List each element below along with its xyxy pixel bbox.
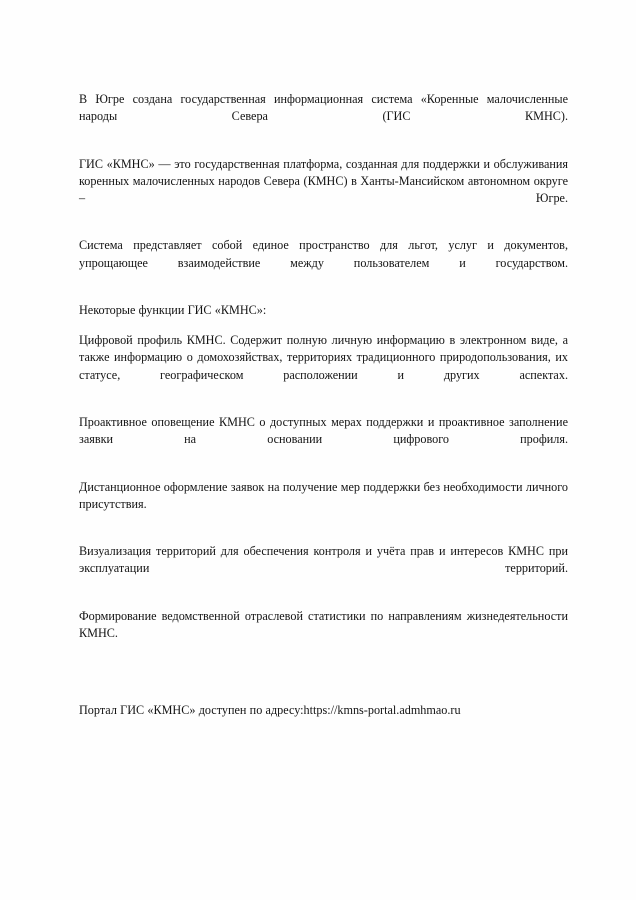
document-text-body bbox=[79, 91, 568, 720]
paragraph-functions-heading: Некоторые функции ГИС «КМНС»: bbox=[79, 303, 267, 318]
paragraph-intro: В Югре создана государственная информационная система «Коренные малочисленные народы Севера (ГИС КМНС). bbox=[79, 92, 568, 124]
paragraph-platform-description: ГИС «КМНС» — это государственная платформа, созданная для поддержки и обслуживания коренных малочисленных народов Севера (КМНС) в Ханты-Мансийском автономном округе – Югре. bbox=[79, 156, 568, 206]
paragraph-function-proactive-notification: Проактивное оповещение КМНС о доступных мерах поддержки и проактивное заполнение заявки на основании цифрового профиля. bbox=[79, 415, 568, 447]
paragraph-function-digital-profile: Цифровой профиль КМНС. Содержит полную личную информацию в электронном виде, а также информацию о домохозяйствах, территориях традиционного природопользования, их статусе, географическом расположении и других аспектах. bbox=[79, 333, 568, 382]
blank-line-spacer bbox=[79, 672, 568, 702]
paragraph-function-remote-application: Дистанционное оформление заявок на получение мер поддержки без необходимости личного присутствия. bbox=[79, 479, 568, 511]
paragraph-function-statistics: Формирование ведомственной отраслевой статистики по направлениям жизнедеятельности КМНС. bbox=[79, 608, 568, 641]
paragraph-function-territory-visualization: Визуализация территорий для обеспечения контроля и учёта прав и интересов КМНС при эксплуатации территорий. bbox=[79, 544, 568, 576]
paragraph-system-purpose: Система представляет собой единое пространство для льгот, услуг и документов, упрощающее взаимодействие между пользователем и государством. bbox=[79, 238, 568, 270]
portal-address-line: Портал ГИС «КМНС» доступен по адресу:https://kmns-portal.admhmao.ru bbox=[79, 703, 461, 718]
